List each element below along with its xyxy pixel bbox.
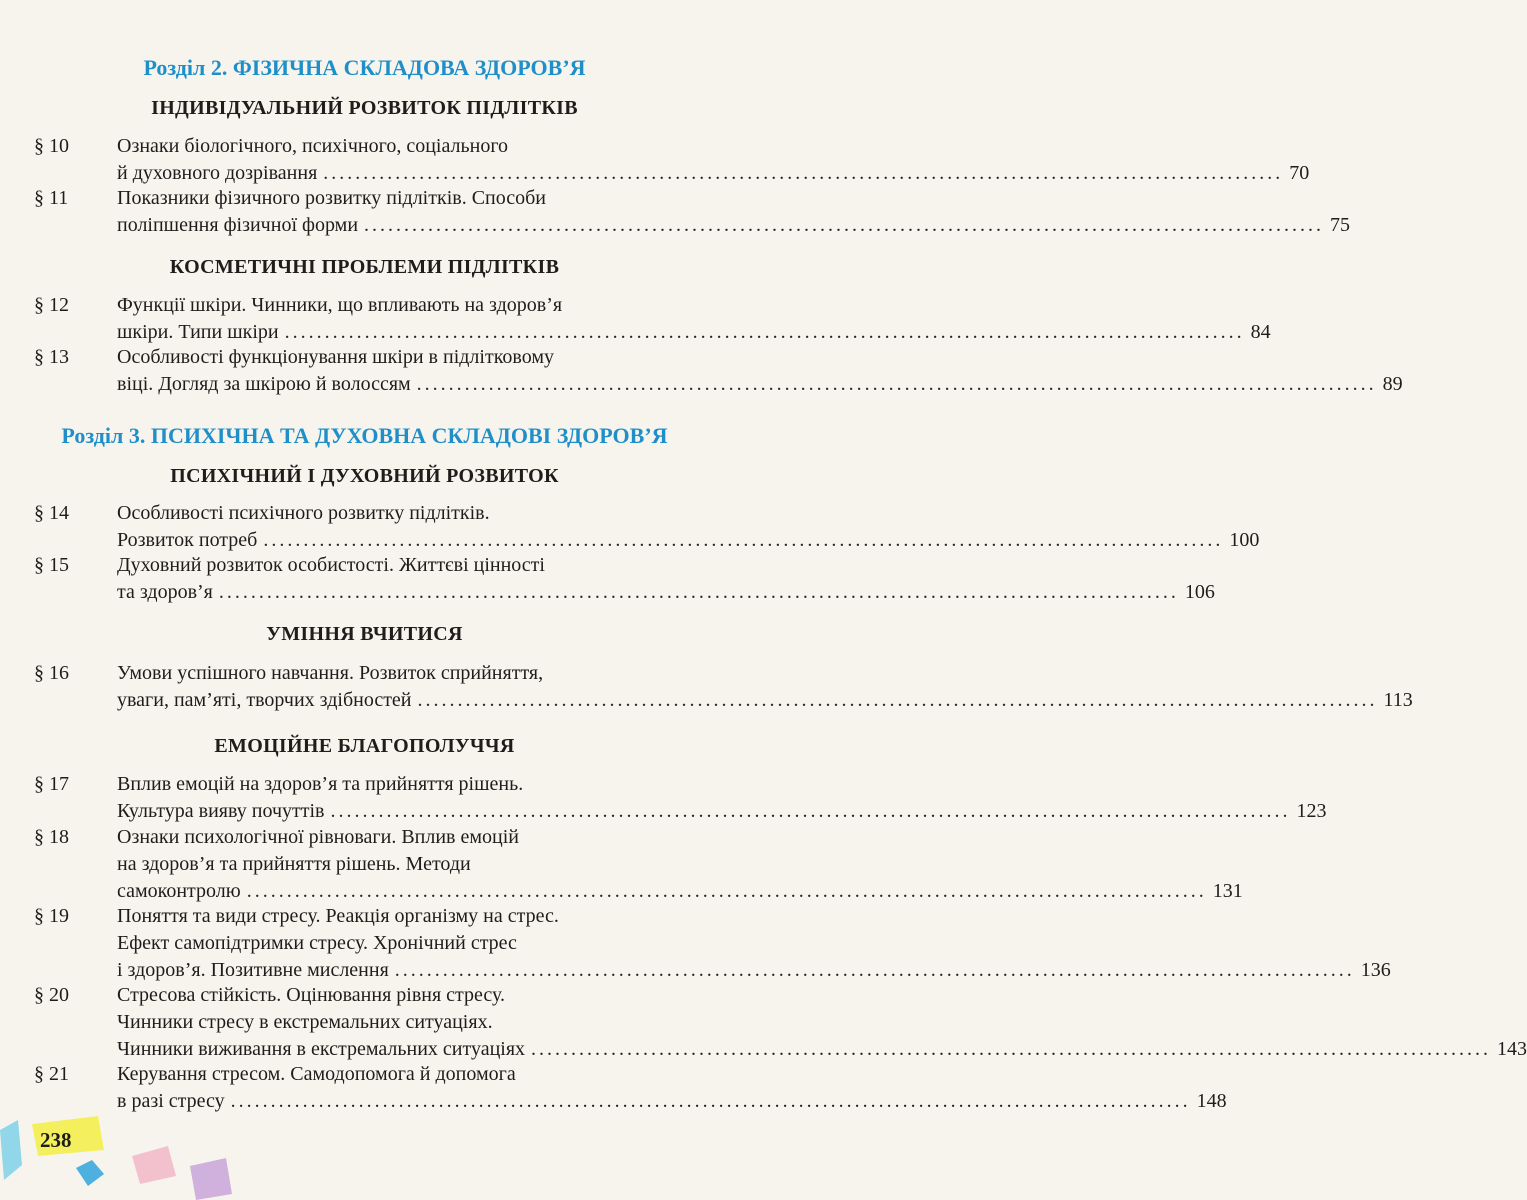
entry-last-line — [117, 212, 1351, 239]
decor-shape-blue — [76, 1160, 104, 1186]
entry-last-line — [117, 798, 1327, 825]
dot-leader: ........................................................................................................................ — [531, 1038, 1492, 1060]
paragraph-number: § 11 — [34, 187, 69, 209]
decorative-shapes — [0, 1110, 260, 1200]
dot-leader: ........................................................................................................................ — [263, 529, 1224, 551]
entry-line: Чинники стресу в екстремальних ситуаціях. — [117, 1011, 493, 1033]
entry-line: Показники фізичного розвитку підлітків. Способи — [117, 187, 546, 209]
paragraph-number: § 14 — [34, 502, 69, 524]
decor-shape-cyan — [0, 1120, 22, 1180]
dot-leader: ........................................................................................................................ — [416, 373, 1377, 395]
entry-line: шкіри. Типи шкіри — [117, 321, 279, 343]
entry-line: Особливості функціонування шкіри в підлітковому — [117, 346, 554, 368]
entry-last-line — [117, 957, 1391, 984]
dot-leader: ........................................................................................................................ — [284, 321, 1245, 343]
entry-line: на здоров’я та прийняття рішень. Методи — [117, 853, 471, 875]
page-ref: 70 — [1289, 162, 1310, 184]
entry-line: Ефект самопідтримки стресу. Хронічний стрес — [117, 932, 517, 954]
entry-line: в разі стресу — [117, 1090, 225, 1112]
paragraph-number: § 18 — [34, 826, 69, 848]
paragraph-number: § 13 — [34, 346, 69, 368]
page-ref: 131 — [1212, 880, 1243, 902]
paragraph-number: § 12 — [34, 294, 69, 316]
paragraph-number: § 19 — [34, 905, 69, 927]
page-ref: 100 — [1229, 529, 1260, 551]
section-heading-3: Розділ 3. ПСИХІЧНА ТА ДУХОВНА СКЛАДОВІ ЗДОРОВ’Я — [61, 423, 668, 448]
entry-last-line — [117, 1036, 1527, 1063]
entry-line: і здоров’я. Позитивне мислення — [117, 959, 389, 981]
entry-line: Поняття та види стресу. Реакція організму на стрес. — [117, 905, 559, 927]
chapter-heading-cosmetic-problems: КОСМЕТИЧНІ ПРОБЛЕМИ ПІДЛІТКІВ — [169, 256, 560, 278]
entry-line: та здоров’я — [117, 581, 213, 603]
entry-line: уваги, пам’яті, творчих здібностей — [117, 689, 412, 711]
chapter-heading-individual-development: ІНДИВІДУАЛЬНИЙ РОЗВИТОК ПІДЛІТКІВ — [151, 97, 578, 119]
entry-last-line — [117, 371, 1403, 398]
entry-line: Вплив емоцій на здоров’я та прийняття рішень. — [117, 773, 524, 795]
entry-line: Функції шкіри. Чинники, що впливають на здоров’я — [117, 294, 563, 316]
dot-leader: ........................................................................................................................ — [246, 880, 1207, 902]
page-ref: 136 — [1360, 959, 1391, 981]
paragraph-number: § 15 — [34, 554, 69, 576]
paragraph-number: § 16 — [34, 662, 69, 684]
entry-last-line — [117, 687, 1413, 714]
entry-line: Умови успішного навчання. Розвиток сприйняття, — [117, 662, 544, 684]
page-ref: 106 — [1184, 581, 1215, 603]
entry-last-line — [117, 579, 1215, 606]
entry-last-line — [117, 160, 1310, 187]
dot-leader: ........................................................................................................................ — [330, 800, 1291, 822]
entry-line: Особливості психічного розвитку підлітків. — [117, 502, 490, 524]
entry-last-line — [117, 878, 1243, 905]
page-ref: 148 — [1196, 1090, 1227, 1112]
chapter-heading-learning: УМІННЯ ВЧИТИСЯ — [266, 623, 463, 645]
entry-line: Стресова стійкість. Оцінювання рівня стресу. — [117, 984, 506, 1006]
page-ref: 143 — [1497, 1038, 1527, 1060]
entry-line: Чинники виживання в екстремальних ситуаціях — [117, 1038, 526, 1060]
paragraph-number: § 20 — [34, 984, 69, 1006]
page-ref: 123 — [1296, 800, 1327, 822]
entry-line: поліпшення фізичної форми — [117, 214, 359, 236]
page-ref: 84 — [1250, 321, 1271, 343]
entry-line: віці. Догляд за шкірою й волоссям — [117, 373, 411, 395]
dot-leader: ........................................................................................................................ — [230, 1090, 1191, 1112]
paragraph-number: § 21 — [34, 1063, 69, 1085]
entry-last-line — [117, 527, 1260, 554]
entry-line: Ознаки психологічної рівноваги. Вплив емоцій — [117, 826, 519, 848]
dot-leader: ........................................................................................................................ — [218, 581, 1179, 603]
page-ref: 113 — [1383, 689, 1413, 711]
dot-leader: ........................................................................................................................ — [417, 689, 1378, 711]
entry-line: Розвиток потреб — [117, 529, 258, 551]
chapter-heading-emotional-wellbeing: ЕМОЦІЙНЕ БЛАГОПОЛУЧЧЯ — [214, 735, 515, 757]
entry-line: Керування стресом. Самодопомога й допомога — [117, 1063, 516, 1085]
dot-leader: ........................................................................................................................ — [364, 214, 1325, 236]
entry-line: Ознаки біологічного, психічного, соціального — [117, 135, 509, 157]
decor-shape-pink — [132, 1146, 176, 1184]
paragraph-number: § 17 — [34, 773, 69, 795]
entry-last-line — [117, 319, 1271, 346]
entry-line: самоконтролю — [117, 880, 241, 902]
page-number: 238 — [40, 1128, 72, 1152]
page-ref: 75 — [1330, 214, 1351, 236]
entry-line: Культура вияву почуттів — [117, 800, 325, 822]
dot-leader: ........................................................................................................................ — [394, 959, 1355, 981]
entry-line: Духовний розвиток особистості. Життєві цінності — [117, 554, 545, 576]
page-ref: 89 — [1382, 373, 1403, 395]
entry-line: й духовного дозрівання — [117, 162, 318, 184]
dot-leader: ........................................................................................................................ — [323, 162, 1284, 184]
paragraph-number: § 10 — [34, 135, 69, 157]
decor-shape-violet — [190, 1158, 232, 1200]
section-heading-2: Розділ 2. ФІЗИЧНА СКЛАДОВА ЗДОРОВ’Я — [143, 55, 586, 80]
chapter-heading-mental-spiritual: ПСИХІЧНИЙ І ДУХОВНИЙ РОЗВИТОК — [170, 465, 559, 487]
